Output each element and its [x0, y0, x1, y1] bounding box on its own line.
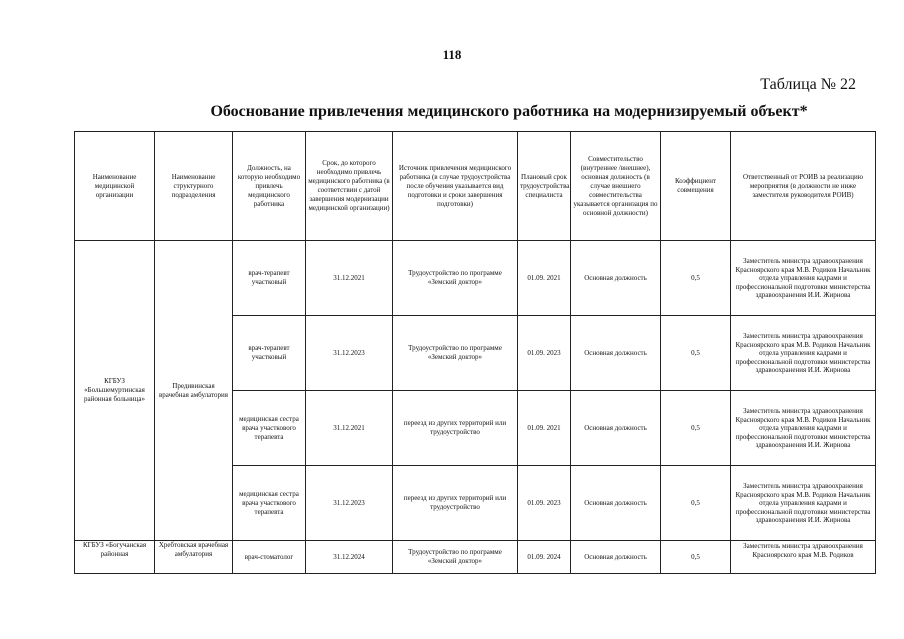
- header-combination: Совместительство (внутреннее /внешнее), основная должность (в случае внешнего совместительства указывается организация по основной должности): [571, 132, 661, 241]
- header-responsible: Ответственный от РОИВ за реализацию мероприятия (в должности не ниже заместителя руководителя РОИВ): [731, 132, 876, 241]
- table-label: Таблица № 22: [760, 76, 856, 93]
- responsible-cell: Заместитель министра здравоохранения Красноярского края М.В. Родиков: [731, 541, 876, 574]
- coef-cell: 0,5: [661, 466, 731, 541]
- table-row: [75, 241, 876, 316]
- coef-cell: 0,5: [661, 391, 731, 466]
- deadline-cell: 31.12.2021: [306, 391, 393, 466]
- responsible-cell: Заместитель министра здравоохранения Красноярского края М.В. Родиков Начальник отдела управления кадрами и профессиональной подготовки министерства здравоохранения И.И. Жирнова: [731, 241, 876, 316]
- planned-cell: 01.09. 2023: [518, 466, 571, 541]
- table-row: [75, 541, 876, 574]
- position-cell: медицинская сестра врача участкового терапевта: [233, 391, 306, 466]
- header-coef: Коэффициент совмещения: [661, 132, 731, 241]
- coef-cell: 0,5: [661, 241, 731, 316]
- header-position: Должность, на которую необходимо привлечь медицинского работника: [233, 132, 306, 241]
- combination-cell: Основная должность: [571, 541, 661, 574]
- planned-cell: 01.09. 2024: [518, 541, 571, 574]
- unit-cell: Хребтовская врачебная амбулатория: [155, 541, 233, 574]
- combination-cell: Основная должность: [571, 466, 661, 541]
- position-cell: медицинская сестра врача участкового терапевта: [233, 466, 306, 541]
- source-cell: переезд из других территорий или трудоустройство: [393, 466, 518, 541]
- planned-cell: 01.09. 2021: [518, 391, 571, 466]
- coef-cell: 0,5: [661, 316, 731, 391]
- coef-cell: 0,5: [661, 541, 731, 574]
- planned-cell: 01.09. 2021: [518, 241, 571, 316]
- source-cell: Трудоустройство по программе «Земский доктор»: [393, 541, 518, 574]
- org-cell: КГБУЗ «Богучанская районная: [75, 541, 155, 574]
- table-header-row: [75, 132, 876, 241]
- header-source: Источник привлечения медицинского работника (в случае трудоустройства после обучения указывается вид подготовки и сроки завершения подготовки): [393, 132, 518, 241]
- header-deadline: Срок, до которого необходимо привлечь медицинского работника (в соответствии с датой завершения модернизации медицинской организации): [306, 132, 393, 241]
- deadline-cell: 31.12.2023: [306, 316, 393, 391]
- page-number: 118: [442, 47, 462, 62]
- header-unit: Наименование структурного подразделения: [155, 132, 233, 241]
- source-cell: Трудоустройство по программе «Земский доктор»: [393, 316, 518, 391]
- responsible-cell: Заместитель министра здравоохранения Красноярского края М.В. Родиков Начальник отдела управления кадрами и профессиональной подготовки министерства здравоохранения И.И. Жирнова: [731, 466, 876, 541]
- position-cell: врач-терапевт участковый: [233, 241, 306, 316]
- org-cell: КГБУЗ «Большемуртинская районная больница»: [75, 241, 155, 541]
- responsible-cell: Заместитель министра здравоохранения Красноярского края М.В. Родиков Начальник отдела управления кадрами и профессиональной подготовки министерства здравоохранения И.И. Жирнова: [731, 391, 876, 466]
- source-cell: Трудоустройство по программе «Земский доктор»: [393, 241, 518, 316]
- header-org: Наименование медицинской организации: [75, 132, 155, 241]
- combination-cell: Основная должность: [571, 316, 661, 391]
- combination-cell: Основная должность: [571, 391, 661, 466]
- combination-cell: Основная должность: [571, 241, 661, 316]
- deadline-cell: 31.12.2024: [306, 541, 393, 574]
- unit-cell: Предивинская врачебная амбулатория: [155, 241, 233, 541]
- header-planned: Плановый срок трудоустройства специалиста: [518, 132, 571, 241]
- deadline-cell: 31.12.2023: [306, 466, 393, 541]
- justification-table: [74, 131, 876, 574]
- position-cell: врач-стоматолог: [233, 541, 306, 574]
- planned-cell: 01.09. 2023: [518, 316, 571, 391]
- deadline-cell: 31.12.2021: [306, 241, 393, 316]
- document-title: Обоснование привлечения медицинского работника на модернизируемый объект*: [210, 103, 808, 120]
- position-cell: врач-терапевт участковый: [233, 316, 306, 391]
- source-cell: переезд из других территорий или трудоустройство: [393, 391, 518, 466]
- responsible-cell: Заместитель министра здравоохранения Красноярского края М.В. Родиков Начальник отдела управления кадрами и профессиональной подготовки министерства здравоохранения И.И. Жирнова: [731, 316, 876, 391]
